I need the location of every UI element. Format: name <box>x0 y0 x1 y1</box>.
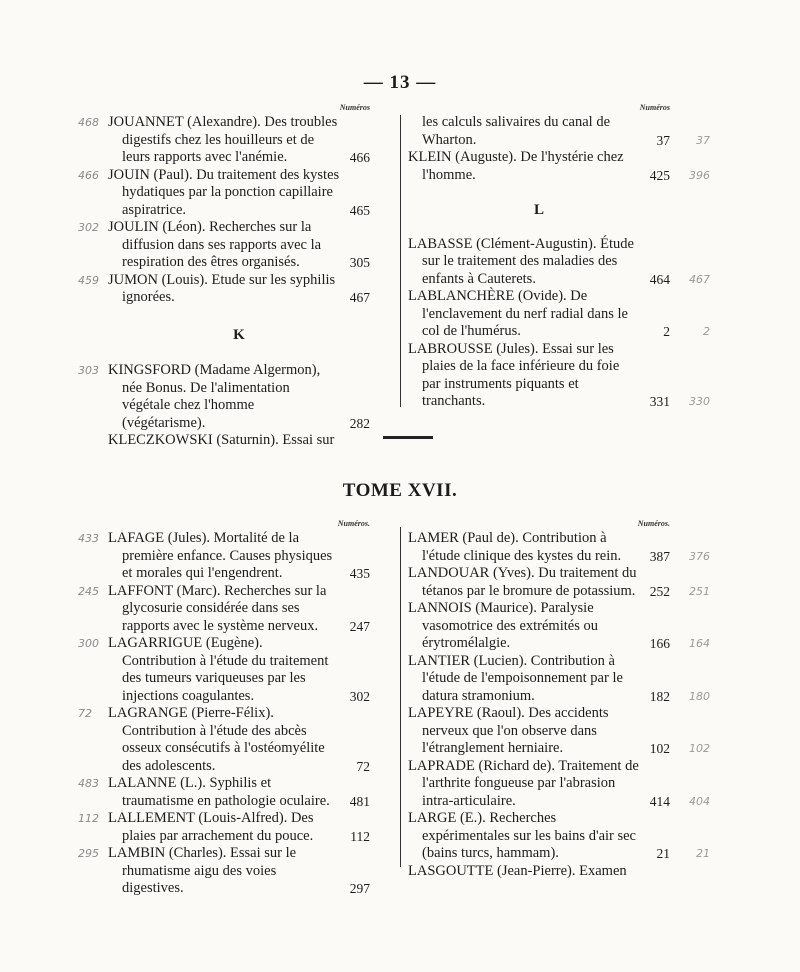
entry-text: LABASSE (Clément-Augustin). Étude sur le traitement des maladies des enfants à Cauterets. <box>408 235 634 287</box>
entry-text: LAMER (Paul de). Contribution à l'étude clinique des kystes du rein. <box>408 530 622 564</box>
index-entry <box>78 845 370 898</box>
entry-number: 387 <box>649 548 670 564</box>
margin-annotation: 102 <box>689 742 710 755</box>
margin-annotation: 295 <box>78 847 99 860</box>
section-divider <box>383 436 433 439</box>
entry-text: LANTIER (Lucien). Contribution à l'étude de l'empoisonnement par le datura stramonium. <box>408 652 623 704</box>
entry-number: 464 <box>649 271 670 287</box>
index-entry <box>408 340 710 411</box>
entry-text: LAMBIN (Charles). Essai sur le rhumatisme aigu des voies digestives. <box>108 845 297 896</box>
entry-text: LASGOUTTE (Jean-Pierre). Examen <box>408 862 627 879</box>
margin-annotation: 251 <box>689 584 710 598</box>
entry-text: LANNOIS (Maurice). Paralysie vasomotrice des extrémités ou érytromélalgie. <box>408 600 598 651</box>
index-entry <box>408 652 710 706</box>
margin-annotation: 72 <box>78 707 92 720</box>
entry-text: KLEIN (Auguste). De l'hystérie chez l'homme. <box>408 149 624 183</box>
entry-number: 435 <box>349 566 370 581</box>
margin-annotation: 467 <box>689 272 710 286</box>
continuation-entry: les calculs salivaires du canal de Wharton. 37 37 <box>422 114 710 148</box>
tome-title: TOME XVII. <box>342 480 458 501</box>
margin-annotation: 396 <box>689 168 710 182</box>
index-entry <box>408 810 710 863</box>
entry-number: 425 <box>649 167 670 183</box>
margin-annotation: 164 <box>689 637 710 650</box>
entry-text: LARGE (E.). Recherches expérimentales sur les bains d'air sec (bains turcs, hammam). <box>408 810 636 861</box>
margin-annotation: 466 <box>78 168 99 182</box>
index-entry <box>78 810 370 845</box>
margin-annotation: 468 <box>78 116 99 129</box>
bottom-right-column <box>408 519 710 880</box>
entry-text: LABLANCHÈRE (Ovide). De l'enclavement du nerf radial dans le col de l'humérus. <box>408 288 628 339</box>
entry-number: 37 <box>656 132 670 148</box>
margin-annotation: 2 <box>703 325 710 338</box>
entry-text: LALANNE (L.). Syphilis et traumatisme en pathologie oculaire. <box>108 775 330 809</box>
entry-number: 102 <box>649 741 670 756</box>
margin-annotation: 245 <box>78 584 99 598</box>
entry-number: 21 <box>656 846 670 861</box>
index-entry <box>78 635 370 705</box>
entry-text: JOUIN (Paul). Du traitement des kystes hydatiques par la ponction capillaire aspiratrice. <box>108 166 340 218</box>
entry-number: 282 <box>349 415 370 431</box>
index-entry <box>78 362 370 432</box>
index-entry <box>408 530 710 565</box>
entry-text: LAPEYRE (Raoul). Des accidents nerveux que l'on observe dans l'étranglement herniaire. <box>408 705 609 756</box>
entry-number: 466 <box>349 150 370 165</box>
entry-number: 467 <box>349 290 370 305</box>
entry-number: 247 <box>349 618 370 634</box>
entry-number: 297 <box>349 881 370 896</box>
entry-text: LAGRANGE (Pierre-Félix). Contribution à l'étude des abcès osseux consécutifs à l'ostéomyélite des adolescents. <box>108 705 325 774</box>
entry-number: 166 <box>649 636 670 651</box>
index-entry <box>78 166 370 220</box>
margin-annotation: 303 <box>78 364 99 377</box>
margin-annotation: 21 <box>696 847 710 860</box>
entry-text: LABROUSSE (Jules). Essai sur les plaies de la face inférieure du foie par instruments piquants et tranchants. <box>408 340 620 409</box>
bottom-left-column <box>78 519 370 898</box>
entry-text: LALLEMENT (Louis-Alfred). Des plaies par arrachement du pouce. <box>108 810 314 844</box>
column-rule-bottom <box>400 527 401 867</box>
entry-text: LAFAGE (Jules). Mortalité de la première enfance. Causes physiques et morales qui l'engendrent. <box>108 530 333 581</box>
entry-number: 481 <box>349 793 370 809</box>
index-entry <box>78 530 370 583</box>
margin-annotation: 300 <box>78 637 99 650</box>
entry-number: 302 <box>349 688 370 704</box>
index-entry <box>78 271 370 307</box>
entry-number: 414 <box>649 793 670 809</box>
entry-number: 331 <box>649 394 670 409</box>
entry-number: 465 <box>349 202 370 218</box>
page-number: — 13 — <box>363 72 437 93</box>
index-entry <box>408 757 710 811</box>
margin-annotation: 404 <box>689 794 710 808</box>
entry-text: KINGSFORD (Madame Algermon), née Bonus. De l'alimentation végétale chez l'homme (végétarisme). <box>108 362 321 431</box>
margin-annotation: 302 <box>78 221 99 234</box>
entry-text: KLECZKOWSKI (Saturnin). Essai sur <box>108 432 335 448</box>
entry-text: LAGARRIGUE (Eugène). Contribution à l'étude du traitement des tumeurs variqueuses par les injections coagulantes. <box>108 635 329 704</box>
column-header: Numéros <box>339 103 370 112</box>
margin-annotation: 483 <box>78 777 99 790</box>
margin-annotation: 180 <box>689 689 710 703</box>
index-entry <box>408 863 670 881</box>
column-header: Numéros <box>639 103 670 112</box>
entry-number: 252 <box>649 583 670 599</box>
column-header: Numéros. <box>637 519 670 528</box>
margin-annotation: 433 <box>78 532 99 545</box>
entry-number: 2 <box>663 324 670 339</box>
entry-text: JUMON (Louis). Etude sur les syphilis ignorées. <box>108 271 336 305</box>
margin-annotation: 330 <box>689 395 710 408</box>
index-entry <box>408 600 710 653</box>
index-entry <box>78 114 370 167</box>
index-entry <box>78 582 370 636</box>
column-rule-top <box>400 115 401 407</box>
margin-annotation: 376 <box>689 549 710 563</box>
entry-text: LAFFONT (Marc). Recherches sur la glycosurie considérée dans ses rapports avec le système nerveux. <box>108 582 327 634</box>
index-entry <box>108 432 370 450</box>
entry-text: JOUANNET (Alexandre). Des troubles digestifs chez les houilleurs et de leurs rapports avec l'anémie. <box>108 114 338 165</box>
entry-number: 112 <box>350 828 370 844</box>
index-entry <box>408 149 710 184</box>
margin-annotation: 37 <box>696 133 710 147</box>
index-entry <box>408 705 710 758</box>
entry-text: JOULIN (Léon). Recherches sur la diffusion dans ses rapports avec la respiration des êtres organisés. <box>108 219 322 270</box>
section-letter-l: L <box>533 202 544 218</box>
entry-text: LANDOUAR (Yves). Du traitement du tétanos par le bromure de potassium. <box>408 565 637 599</box>
top-left-column <box>78 103 370 450</box>
entry-number: 182 <box>649 688 670 704</box>
index-entry <box>78 219 370 272</box>
margin-annotation: 459 <box>78 273 99 287</box>
entry-text: LAPRADE (Richard de). Traitement de l'arthrite fongueuse par l'abrasion intra-articulaire. <box>408 757 639 809</box>
top-right-column <box>408 103 710 411</box>
index-entry <box>408 288 710 341</box>
index-entry <box>408 235 710 289</box>
section-letter-k: K <box>233 326 245 343</box>
margin-annotation: 112 <box>78 812 99 825</box>
entry-number: 305 <box>349 255 370 270</box>
index-entry <box>78 775 370 810</box>
entry-number: 72 <box>356 758 370 774</box>
index-entry <box>408 565 710 600</box>
index-entry <box>78 705 370 775</box>
column-header: Numéros. <box>337 519 370 528</box>
